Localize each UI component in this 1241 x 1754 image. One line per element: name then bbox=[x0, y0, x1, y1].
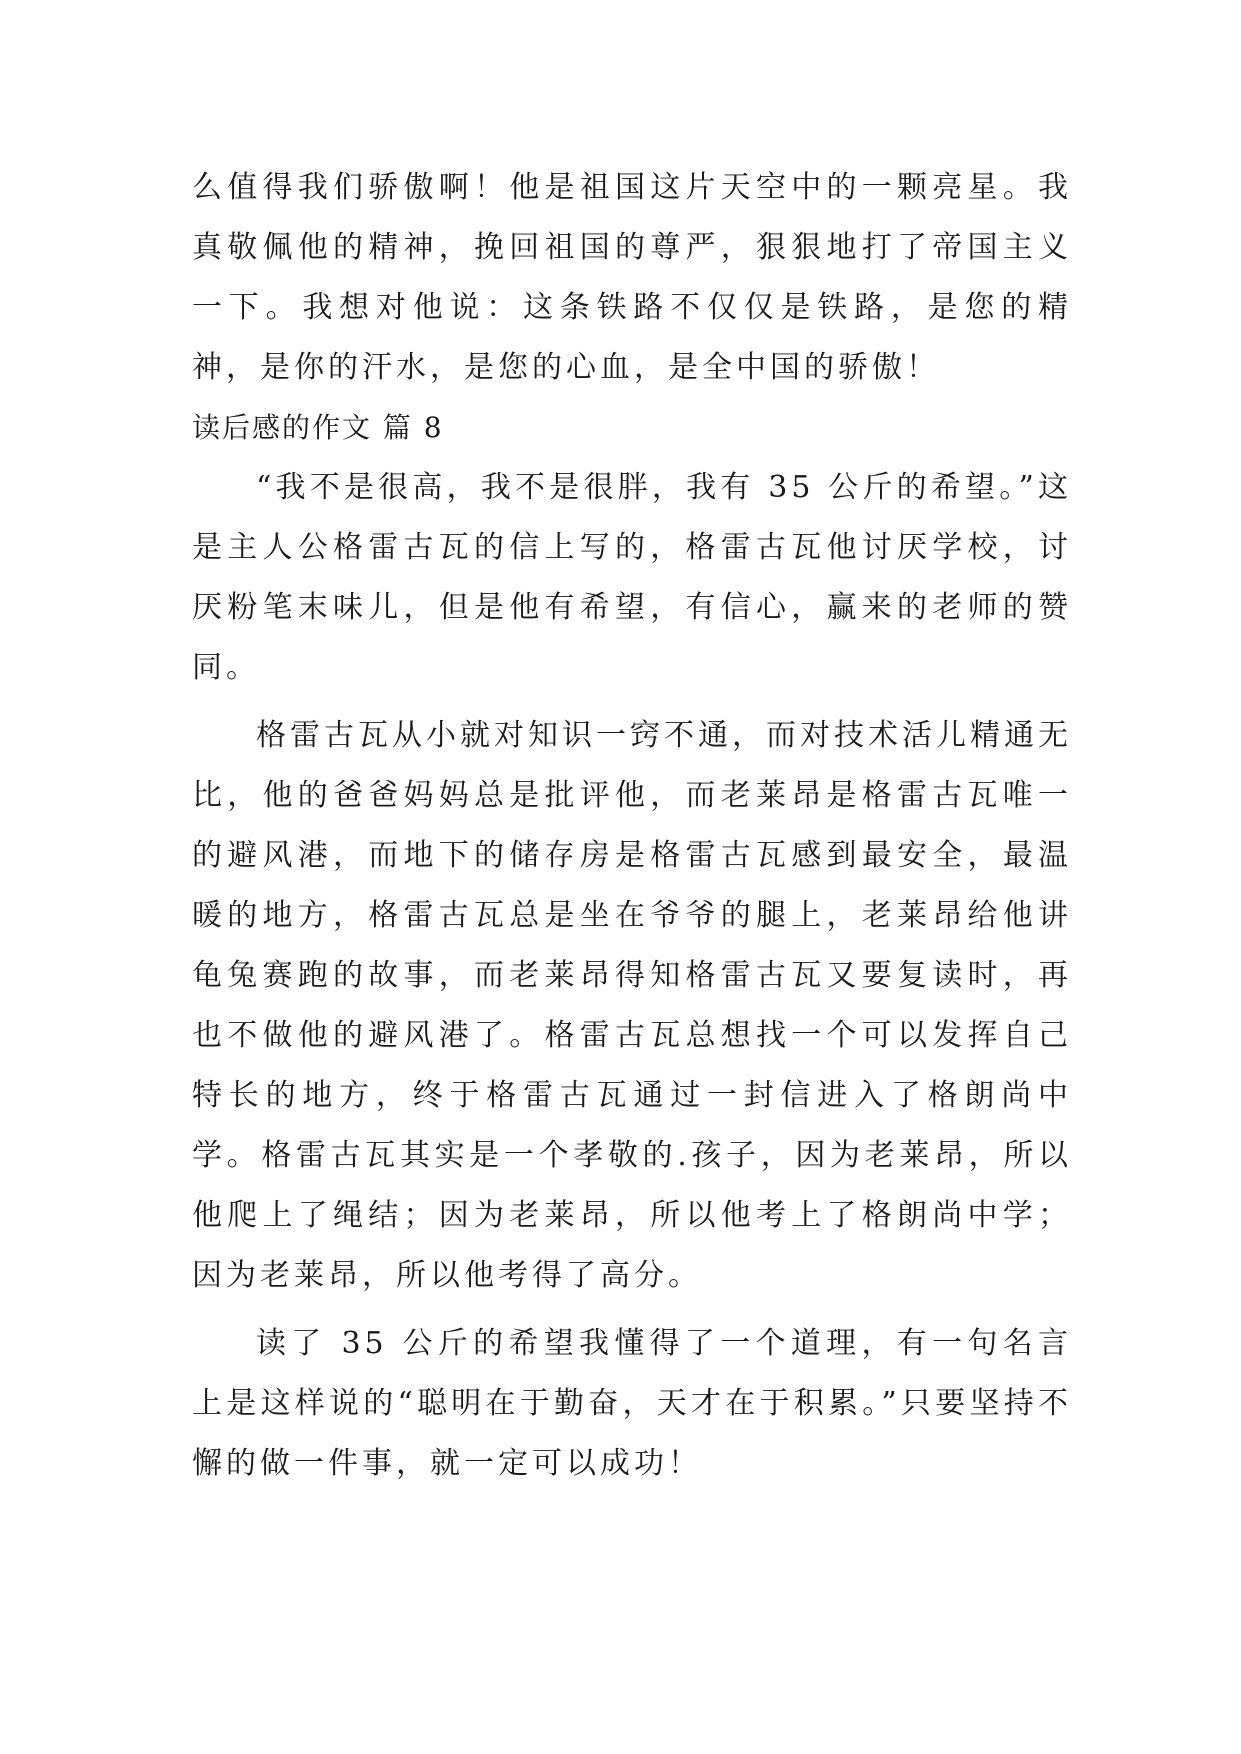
continuation-paragraph: 么值得我们骄傲啊！他是祖国这片天空中的一颗亮星。我真敬佩他的精神，挽回祖国的尊严，狠狠地打了帝国主义一下。我想对他说：这条铁路不仅仅是铁路，是您的精神，是你的汗水，是您的心血，是全中国的骄傲！ bbox=[192, 170, 1072, 385]
body-paragraph-1: “我不是很高，我不是很胖，我有 35 公斤的希望。”这是主人公格雷古瓦的信上写的，格雷古瓦他讨厌学校，讨厌粉笔末味儿，但是他有希望，有信心，赢来的老师的赞同。 bbox=[192, 470, 1072, 685]
document-body bbox=[192, 158, 1072, 1494]
body-paragraph-2: 格雷古瓦从小就对知识一窍不通，而对技术活儿精通无比，他的爸爸妈妈总是批评他，而老莱昂是格雷古瓦唯一的避风港，而地下的储存房是格雷古瓦感到最安全，最温暖的地方，格雷古瓦总是坐在爷爷的腿上，老莱昂给他讲龟兔赛跑的故事，而老莱昂得知格雷古瓦又要复读时，再也不做他的避风港了。格雷古瓦总想找一个可以发挥自己特长的地方，终于格雷古瓦通过一封信进入了格朗尚中学。格雷古瓦其实是一个孝敬的.孩子，因为老莱昂，所以他爬上了绳结；因为老莱昂，所以他考上了格朗尚中学；因为老莱昂，所以他考得了高分。 bbox=[192, 718, 1072, 1293]
paragraph-gap bbox=[192, 1306, 1072, 1314]
body-paragraph-3: 读了 35 公斤的希望我懂得了一个道理，有一句名言上是这样说的“聪明在于勤奋，天才在于积累。”只要坚持不懈的做一件事，就一定可以成功！ bbox=[192, 1326, 1072, 1481]
paragraph-gap bbox=[192, 698, 1072, 706]
section-heading: 读后感的作文 篇 8 bbox=[192, 411, 444, 444]
